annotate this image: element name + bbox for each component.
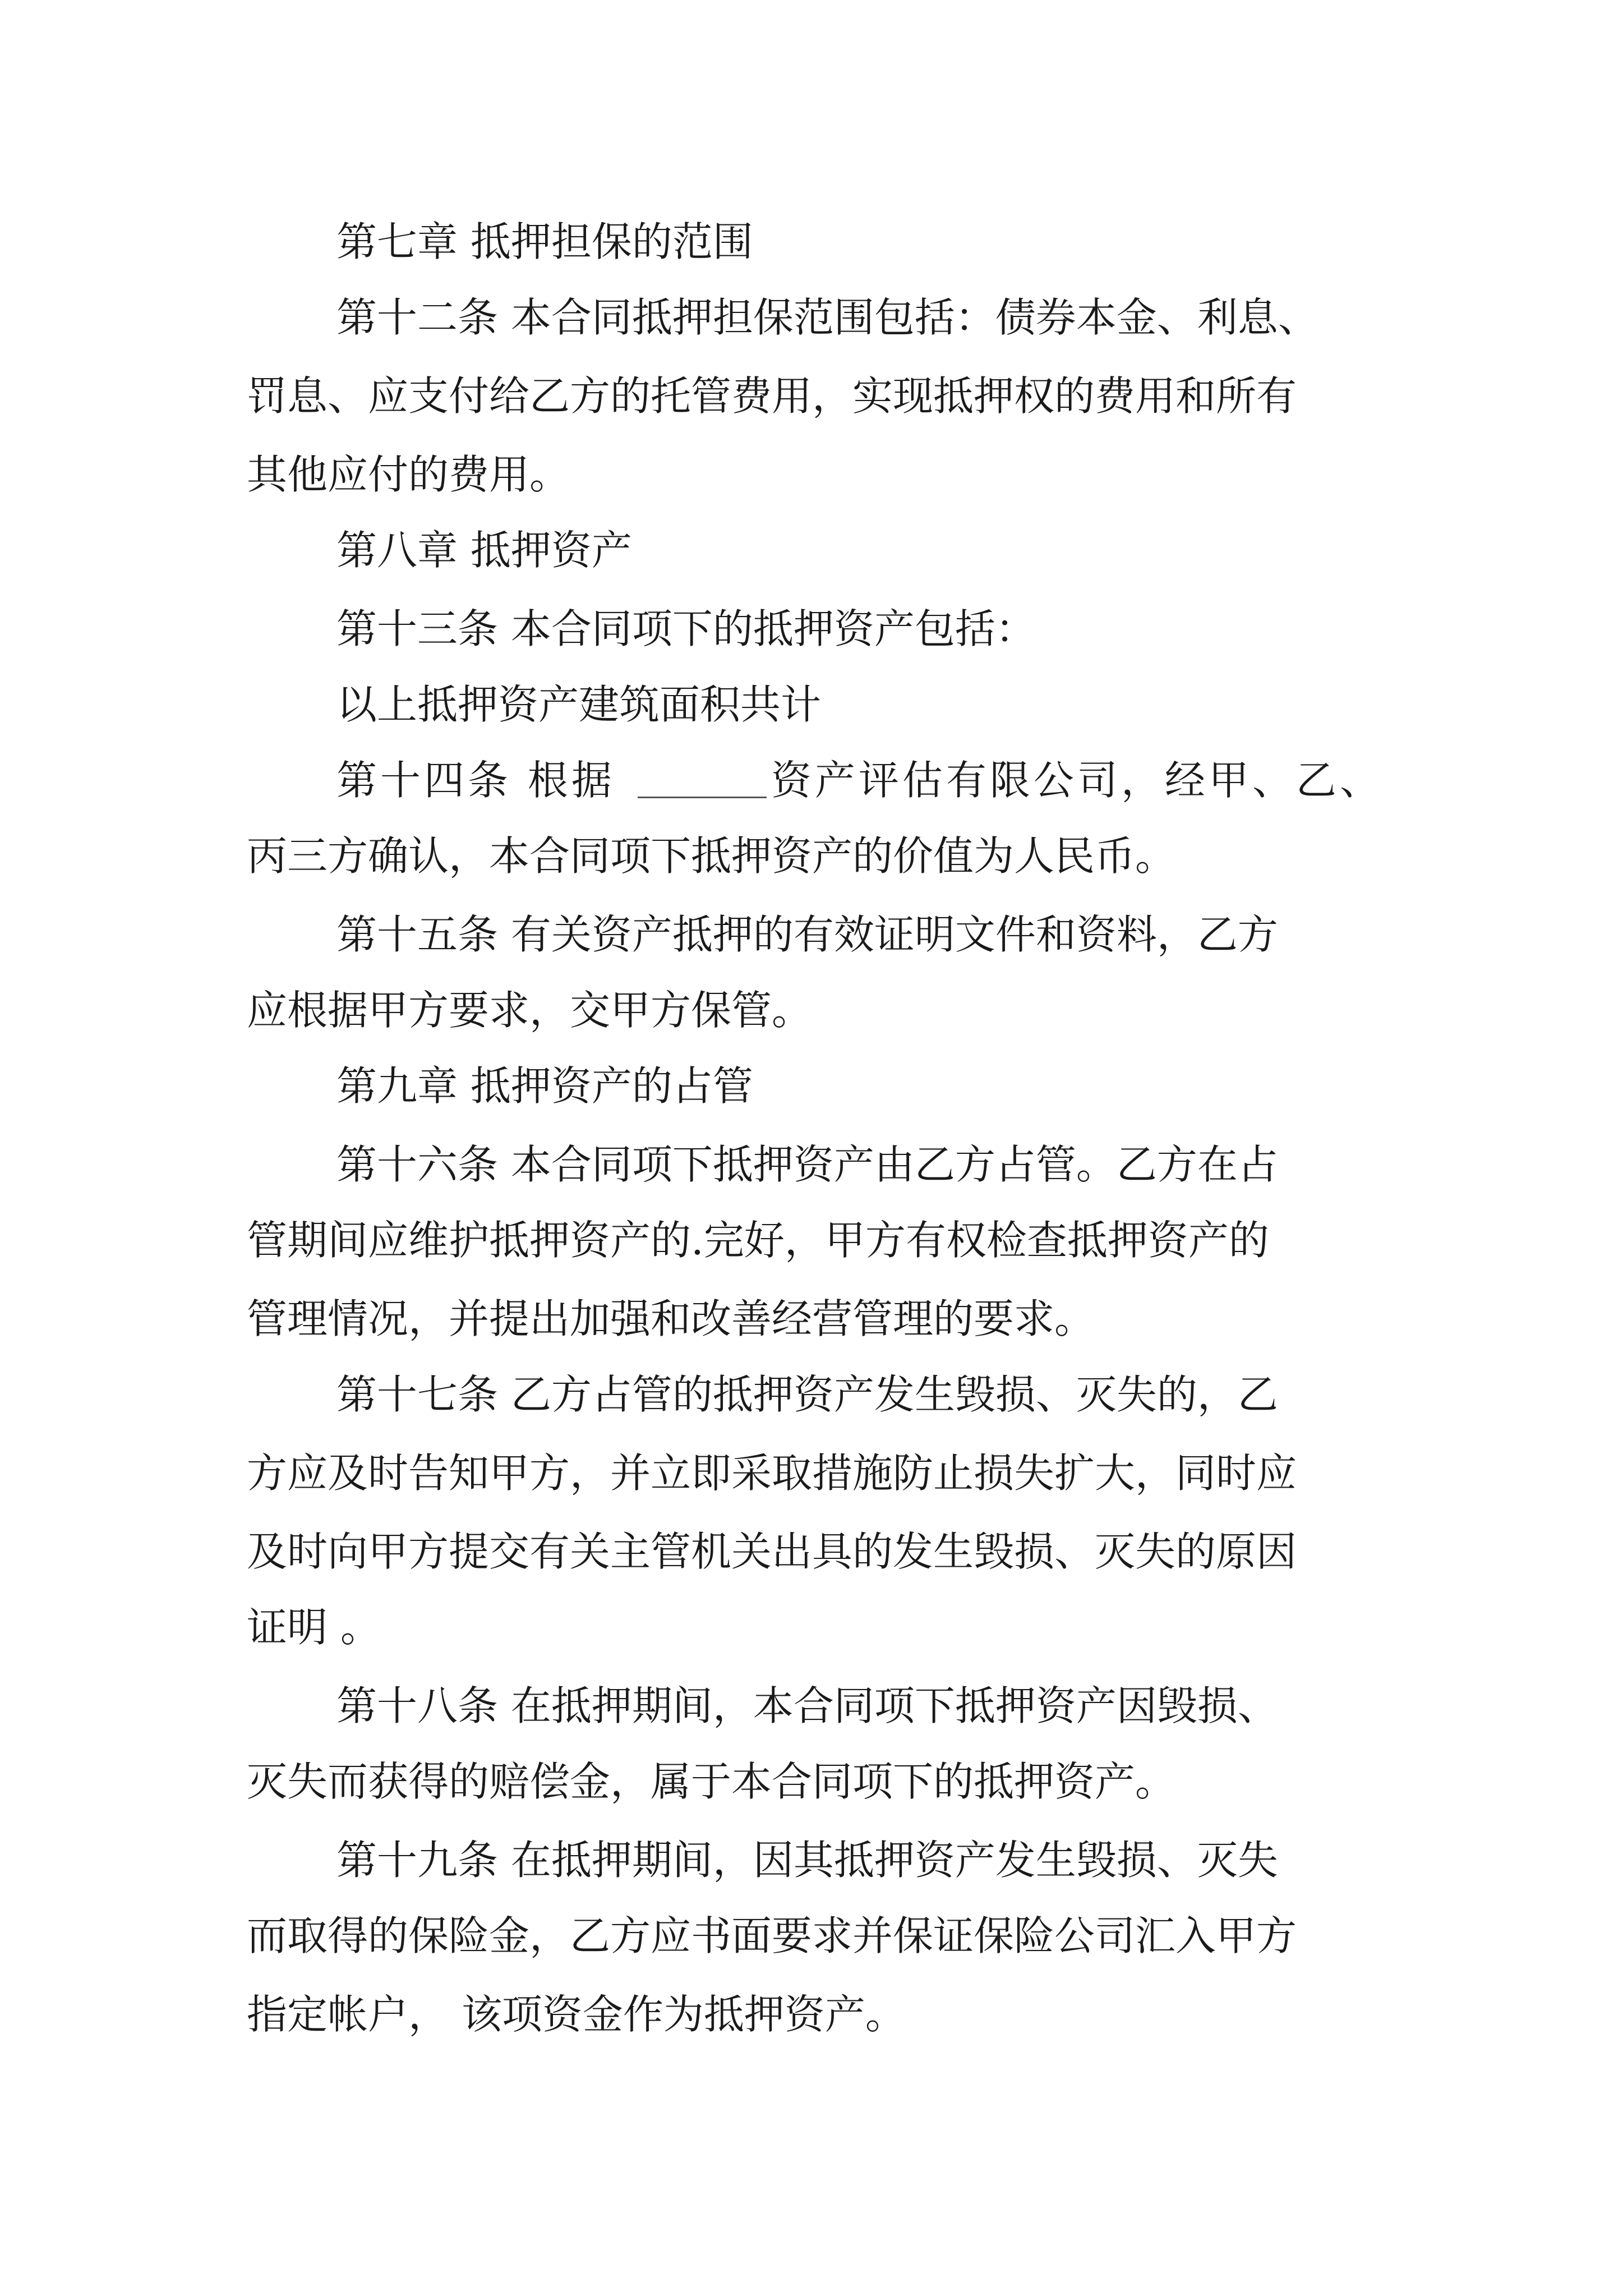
chapter-7-heading: 第七章 抵押担保的范围 <box>336 218 753 265</box>
article-14-prefix: 第十四条 根据 <box>336 757 615 804</box>
article-18-line-2: 灭失而获得的赔偿金，属于本合同项下的抵押资产。 <box>247 1758 1176 1805</box>
article-19-line-3: 指定帐户， 该项资金作为抵押资产。 <box>247 1991 906 2038</box>
article-12-line-1: 第十二条 本合同抵押担保范围包括：债券本金、利息、 <box>336 294 1318 341</box>
article-13-line-1: 第十三条 本合同项下的抵押资产包括： <box>336 605 1036 652</box>
fill-in-blank <box>638 793 767 798</box>
article-17-line-2: 方应及时告知甲方，并立即采取措施防止损失扩大，同时应 <box>247 1450 1297 1497</box>
article-15-line-2: 应根据甲方要求，交甲方保管。 <box>247 987 813 1034</box>
article-15-line-1: 第十五条 有关资产抵押的有效证明文件和资料，乙方 <box>336 911 1278 958</box>
article-17-line-3: 及时向甲方提交有关主管机关出具的发生毁损、灭失的原因 <box>247 1528 1297 1575</box>
article-19-line-1: 第十九条 在抵押期间，因其抵押资产发生毁损、灭失 <box>336 1837 1278 1884</box>
article-16-line-3: 管理情况，并提出加强和改善经营管理的要求。 <box>247 1295 1095 1342</box>
article-16-line-2: 管期间应维护抵押资产的.完好，甲方有权检查抵押资产的 <box>247 1217 1269 1264</box>
chapter-8-heading: 第八章 抵押资产 <box>336 527 632 574</box>
article-17-line-1: 第十七条 乙方占管的抵押资产发生毁损、灭失的，乙 <box>336 1371 1278 1418</box>
article-12-line-2: 罚息、应支付给乙方的托管费用，实现抵押权的费用和所有 <box>247 372 1297 420</box>
article-12-line-3: 其他应付的费用。 <box>247 451 570 498</box>
article-14-line-2: 丙三方确认，本合同项下抵押资产的价值为人民币。 <box>247 832 1176 880</box>
article-13-line-2: 以上抵押资产建筑面积共计 <box>336 681 822 728</box>
article-19-line-2: 而取得的保险金，乙方应书面要求并保证保险公司汇入甲方 <box>247 1912 1297 1959</box>
article-17-line-4: 证明 。 <box>247 1604 381 1651</box>
article-18-line-1: 第十八条 在抵押期间，本合同项下抵押资产因毁损、 <box>336 1682 1278 1729</box>
article-14-line-1 <box>336 757 1384 804</box>
article-14-suffix: 资产评估有限公司，经甲、乙、 <box>771 757 1384 804</box>
chapter-9-heading: 第九章 抵押资产的占管 <box>336 1062 753 1110</box>
article-16-line-1: 第十六条 本合同项下抵押资产由乙方占管。乙方在占 <box>336 1141 1278 1188</box>
